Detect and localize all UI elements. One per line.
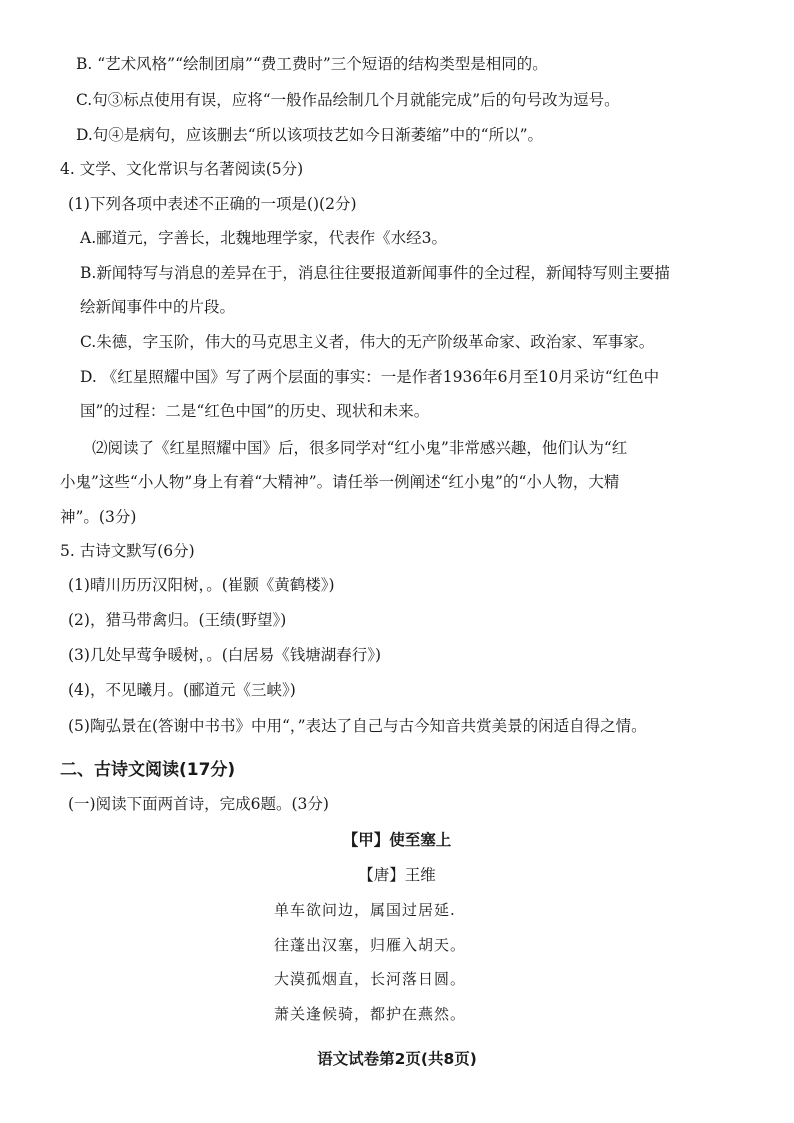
poem-line: 大漠孤烟直，长河落日圆。 bbox=[274, 970, 467, 988]
q4-sub2-line3: 神”。(3分) bbox=[60, 508, 137, 526]
q4-option-d-line1: D. 《红星照耀中国》写了两个层面的事实：一是作者1936年6月至10月采访“红色中 bbox=[80, 368, 660, 386]
q5-item-2: (2)，猎马带禽归。(王绩(野望》) bbox=[68, 611, 287, 629]
page-footer: 语文试卷第2页(共8页) bbox=[317, 1050, 477, 1068]
section-intro: (一)阅读下面两首诗，完成6题。(3分) bbox=[68, 795, 329, 813]
q3-option-b: B. “艺术风格”“绘制团扇”“费工费时”三个短语的结构类型是相同的。 bbox=[76, 55, 548, 73]
q4-option-a: A.郦道元，字善长，北魏地理学家，代表作《水经3。 bbox=[80, 229, 447, 247]
q5-item-4: (4)，不见曦月。(郦道元《三峡》) bbox=[68, 681, 296, 699]
q4-option-d-line2: 国”的过程：二是“红色中国”的历史、现状和未来。 bbox=[80, 402, 430, 420]
q4-option-b-line2: 绘新闻事件中的片段。 bbox=[80, 298, 236, 316]
q5-item-5: (5)陶弘景在(答谢中书书》中用“，”表达了自己与古今知音共赏美景的闲适自得之情。 bbox=[68, 717, 647, 735]
poem-line: 萧关逢候骑，都护在燕然。 bbox=[274, 1005, 467, 1023]
poem-line: 往蓬出汉塞，归雁入胡天。 bbox=[274, 936, 467, 954]
q4-sub1: (1)下列各项中表述不正确的一项是()(2分) bbox=[68, 195, 357, 213]
section-heading: 二、古诗文阅读(17分) bbox=[60, 760, 236, 780]
poem-line: 单车欲问边，属国过居延. bbox=[274, 901, 456, 919]
q5-item-1: (1)晴川历历汉阳树，。(崔颢《黄鹤楼》) bbox=[68, 576, 335, 594]
q5-title: 5. 古诗文默写(6分) bbox=[60, 542, 195, 560]
q4-title: 4. 文学、文化常识与名著阅读(5分) bbox=[60, 160, 304, 178]
q5-item-3: (3)几处早莺争暖树，。(白居易《钱塘湖春行》) bbox=[68, 646, 382, 664]
q4-option-c: C.朱德，字玉阶，伟大的马克思主义者，伟大的无产阶级革命家、政治家、军事家。 bbox=[80, 333, 655, 351]
q4-option-b-line1: B.新闻特写与消息的差异在于，消息往往要报道新闻事件的全过程，新闻特写则主要描 bbox=[80, 264, 670, 282]
poem-author: 【唐】王维 bbox=[358, 866, 436, 884]
q3-option-c: C.句③标点使用有误，应将“一般作品绘制几个月就能完成”后的句号改为逗号。 bbox=[76, 91, 620, 109]
poem-title: 【甲】使至塞上 bbox=[342, 831, 452, 849]
q4-sub2-line1: ⑵阅读了《红星照耀中国》后，很多同学对“红小鬼”非常感兴趣，他们认为“红 bbox=[92, 439, 628, 457]
q3-option-d: D.句④是病句，应该删去“所以该项技艺如今日渐萎缩”中的“所以”。 bbox=[76, 126, 544, 144]
q4-sub2-line2: 小鬼”这些“小人物”身上有着“大精神”。请任举一例阐述“红小鬼”的“小人物，大精 bbox=[60, 473, 620, 491]
